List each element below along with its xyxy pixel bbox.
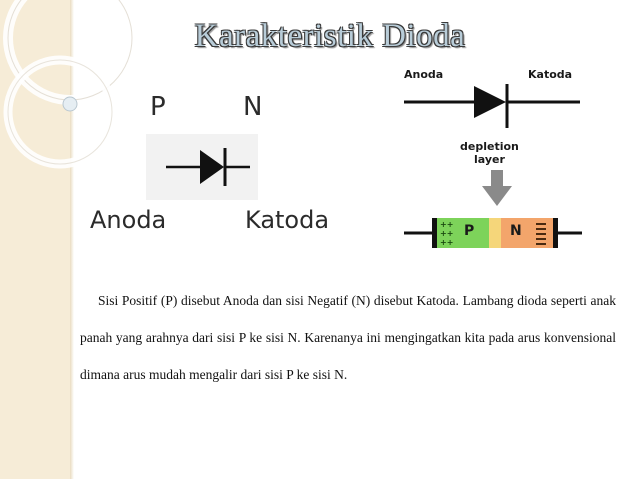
diode-symbol-icon [142,132,262,202]
svg-text:++: ++ [440,229,454,238]
diode-symbol-diagram [80,80,340,250]
p-label: P [150,92,166,122]
junction-anode-label: Anoda [404,68,444,81]
p-carriers [440,220,453,247]
body-paragraph: Sisi Positif (P) disebut Anoda dan sisi Negatif (N) disebut Katoda. Lambang dioda seperti anak panah yang arahnya dari sisi P ke sisi N. Karenanya ini mengingatkan kita pada arus konvensional dimana arus mudah mengalir dari sisi P ke sisi N. [80,293,616,382]
pn-junction-block [398,212,588,252]
depletion-label-line1: depletion [460,140,519,153]
anode-label: Anoda [90,206,167,234]
junction-diode-icon [398,78,588,138]
cathode-label: Katoda [245,206,330,234]
page-title: Karakteristik Dioda [194,18,466,54]
arrow-head [482,186,512,206]
svg-text:++: ++ [440,220,454,229]
n-label: N [243,92,263,122]
junction-diode-triangle [474,86,506,118]
down-arrow-icon [480,170,514,210]
block-right-terminal [553,218,558,248]
deco-dot [63,97,77,111]
arrow-shaft [491,170,503,188]
depletion-label-line2: layer [474,153,505,166]
n-region-label: N [510,223,522,239]
junction-cathode-label: Katoda [528,68,573,81]
junction-diagram [398,64,598,259]
svg-text:++: ++ [440,238,454,247]
block-left-terminal [432,218,437,248]
p-region-label: P [464,223,475,239]
depletion-region [489,218,501,248]
